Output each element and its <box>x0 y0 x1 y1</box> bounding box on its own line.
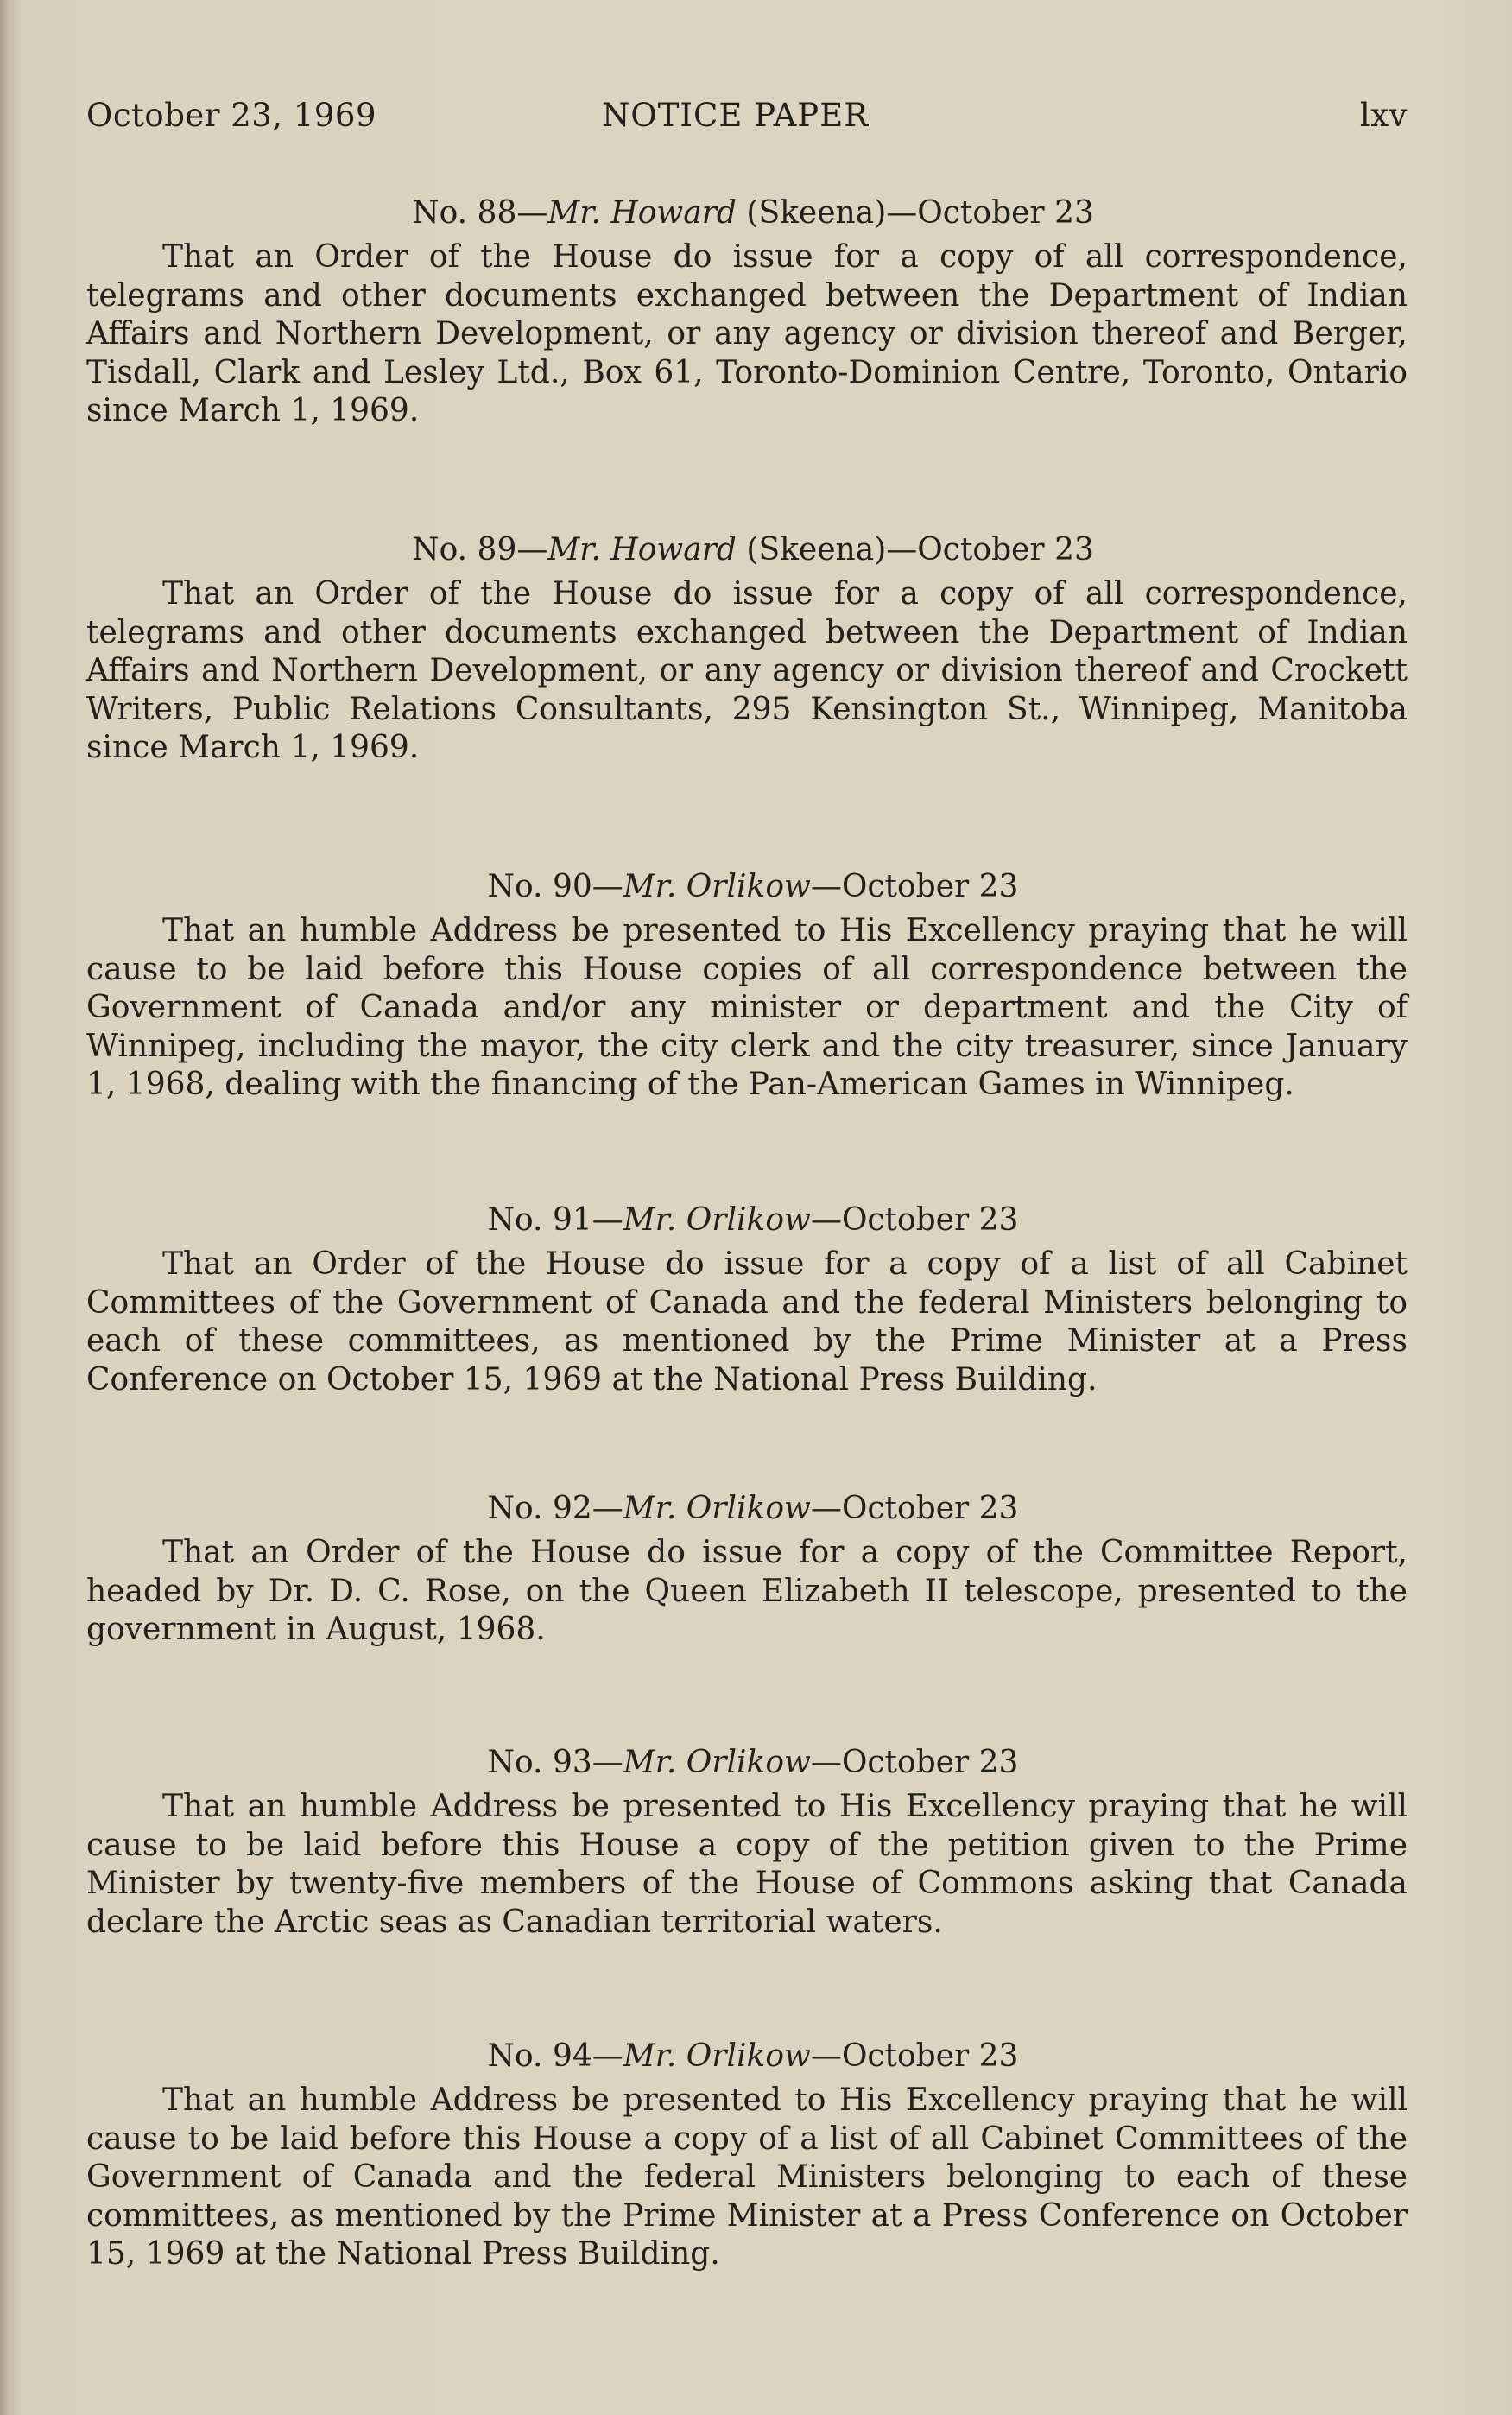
entry-text: That an Order of the House do issue for a copy of the Committee Report, headed by Dr. D. C. Rose, on the Queen Elizabeth II telescope, presented to the government in August, 1968. <box>86 1535 1408 1647</box>
entry-text: That an Order of the House do issue for a copy of all correspondence, telegrams and other documents exchanged between the Department of Indian Affairs and Northern Development, or any agency or division thereof and Crockett Writers, Public Relations Consultants, 295 Kensington St., Winnipeg, Manitoba since March 1, 1969. <box>86 576 1408 765</box>
entry-member: Mr. Orlikow <box>623 1202 811 1238</box>
notice-entry-94 <box>86 2035 1408 2274</box>
entry-text: That an humble Address be presented to His Excellency praying that he will cause to be laid before this House a copy of a list of all Cabinet Committees of the Government of Canada and the federal Ministers belonging to each of these committees, as mentioned by the Prime Minister at a Press Conference on October 15, 1969 at the National Press Building. <box>86 2082 1408 2272</box>
entry-date: —October 23 <box>810 1491 1019 1526</box>
header-date: October 23, 1969 <box>86 97 376 134</box>
entry-number: No. 91— <box>487 1202 623 1238</box>
notice-entry-93 <box>86 1741 1408 1942</box>
entry-heading <box>86 2035 1408 2078</box>
entry-date: —October 23 <box>886 532 1094 567</box>
entry-heading <box>86 1487 1408 1531</box>
entry-member: Mr. Howard <box>547 532 737 567</box>
entry-text: That an Order of the House do issue for a copy of a list of all Cabinet Committees of the Government of Canada and the federal Ministers belonging to each of these committees, as mentioned by the Prime Minister at a Press Conference on October 15, 1969 at the National Press Building. <box>86 1246 1408 1398</box>
entry-member: Mr. Orlikow <box>623 1491 811 1526</box>
entry-date: —October 23 <box>810 869 1019 904</box>
entry-date: —October 23 <box>810 1202 1019 1238</box>
entry-member: Mr. Orlikow <box>623 2038 811 2074</box>
entry-date: —October 23 <box>810 1745 1019 1780</box>
entry-number: No. 94— <box>487 2038 623 2074</box>
entry-text: That an humble Address be presented to His Excellency praying that he will cause to be laid before this House a copy of the petition given to the Prime Minister by twenty-five members of the House of Commons asking that Canada declare the Arctic seas as Canadian territorial waters. <box>86 1789 1408 1940</box>
page-header <box>86 97 1408 149</box>
entry-date: —October 23 <box>886 195 1094 231</box>
entry-text: That an Order of the House do issue for a copy of all correspondence, telegrams and other documents exchanged between the Department of Indian Affairs and Northern Development, or any agency or division thereof and Berger, Tisdall, Clark and Lesley Ltd., Box 61, Toronto-Dominion Centre, Toronto, Ontario since March 1, 1969. <box>86 239 1408 428</box>
entry-member: Mr. Orlikow <box>623 869 811 904</box>
entry-riding: (Skeena) <box>736 195 887 231</box>
entry-date: —October 23 <box>810 2038 1019 2074</box>
entry-text: That an humble Address be presented to His Excellency praying that he will cause to be laid before this House copies of all correspondence between the Government of Canada and/or any minister or department and the City of Winnipeg, including the mayor, the city clerk and the city treasurer, since January 1, 1968, dealing with the financing of the Pan-American Games in Winnipeg. <box>86 913 1408 1102</box>
entry-number: No. 93— <box>487 1745 623 1780</box>
notice-entry-92 <box>86 1487 1408 1650</box>
entry-heading <box>86 1741 1408 1784</box>
entry-heading <box>86 865 1408 909</box>
notice-entry-89 <box>86 529 1408 768</box>
entry-member: Mr. Howard <box>547 195 737 231</box>
notice-entry-91 <box>86 1199 1408 1399</box>
entry-number: No. 90— <box>487 869 623 904</box>
entry-heading <box>86 192 1408 235</box>
entry-heading <box>86 529 1408 572</box>
entry-riding: (Skeena) <box>736 532 887 567</box>
entry-number: No. 89— <box>412 532 548 567</box>
header-title: NOTICE PAPER <box>602 97 870 134</box>
header-page-number: lxv <box>1359 97 1408 134</box>
entry-member: Mr. Orlikow <box>623 1745 811 1780</box>
notice-entry-90 <box>86 865 1408 1105</box>
entry-heading <box>86 1199 1408 1242</box>
entry-number: No. 92— <box>487 1491 623 1526</box>
entry-number: No. 88— <box>412 195 548 231</box>
notice-entry-88 <box>86 192 1408 431</box>
